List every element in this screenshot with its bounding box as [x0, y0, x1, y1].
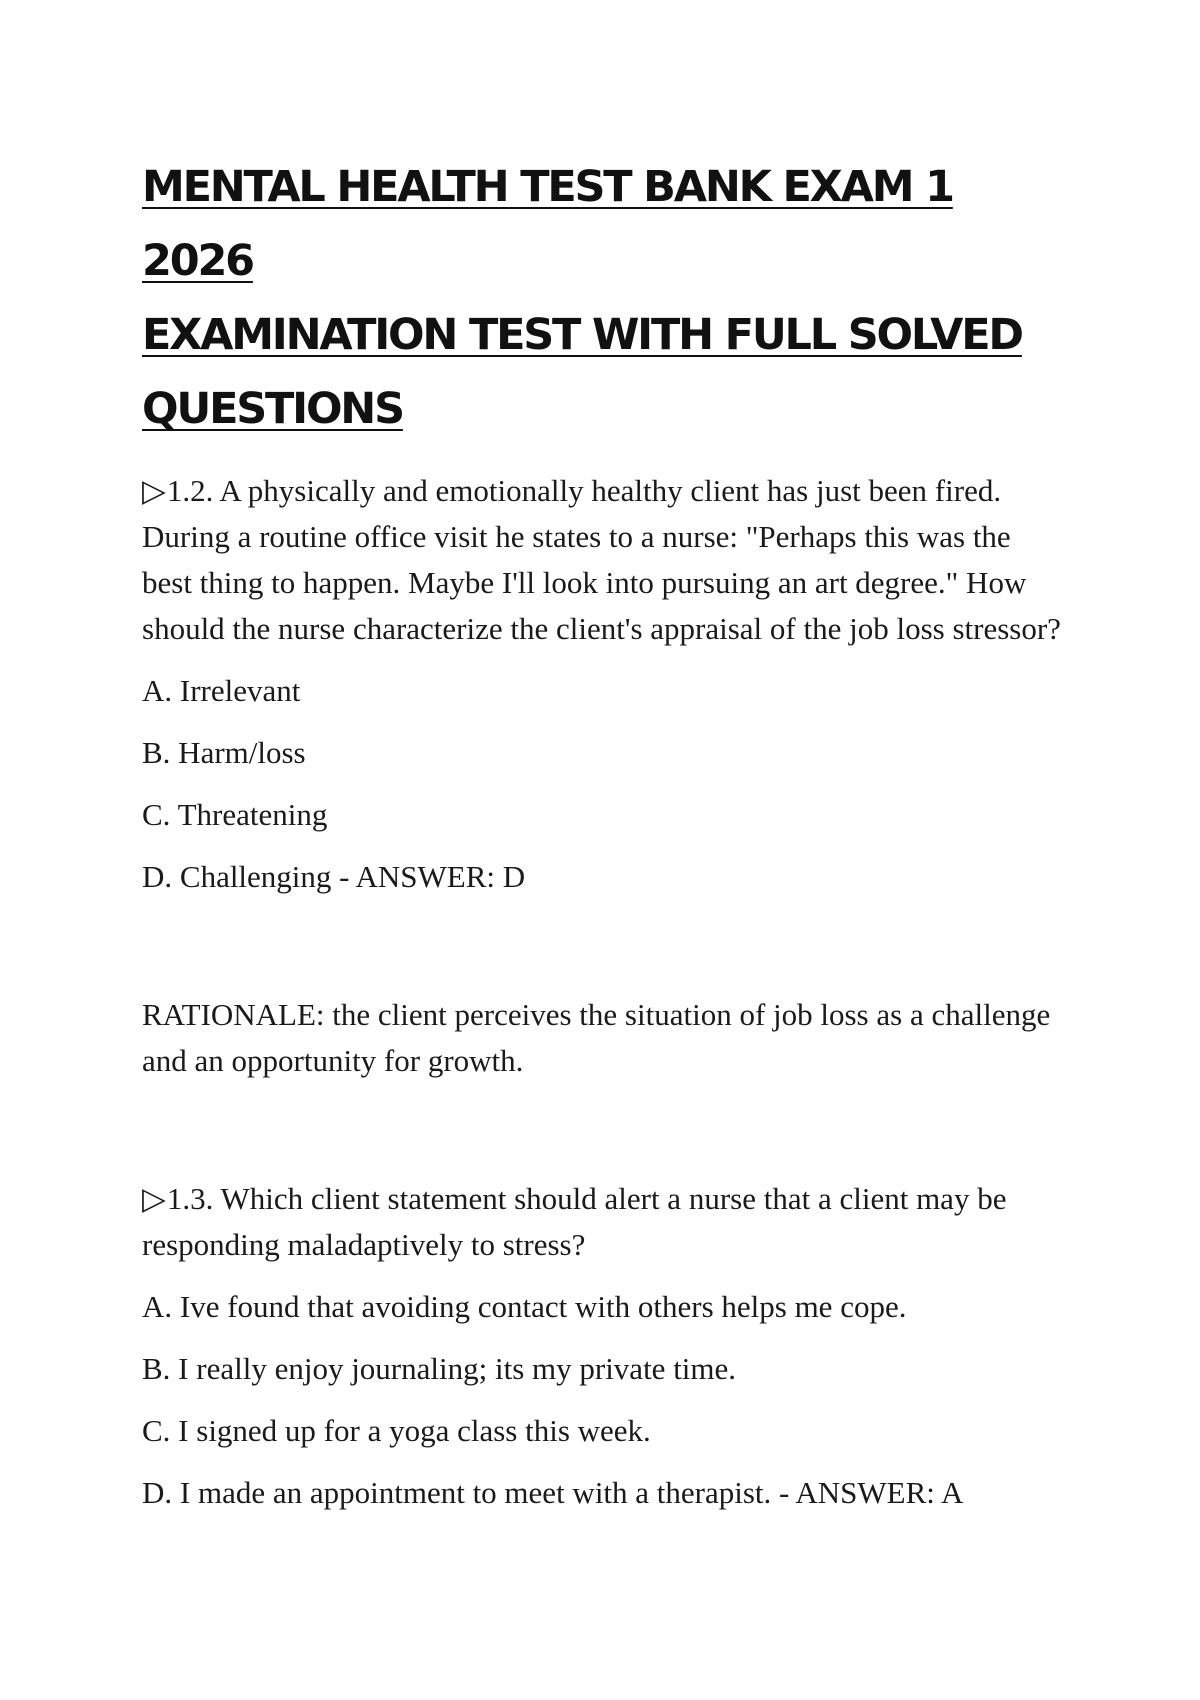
- question-1-3-text: 1.3. Which client statement should alert a nurse that a client may be responding maladaptively to stress?: [142, 1181, 1007, 1262]
- document-page: [142, 150, 1062, 1516]
- option-d-answer: D. I made an appointment to meet with a therapist. - ANSWER: A: [142, 1475, 964, 1510]
- question-1-2: [142, 468, 1062, 1084]
- option-d-answer: D. Challenging - ANSWER: D: [142, 859, 526, 894]
- triangle-bullet-icon: ▷: [142, 1181, 166, 1216]
- options-list: [142, 1284, 1062, 1516]
- options-list: [142, 668, 1062, 900]
- title-line-1: MENTAL HEALTH TEST BANK EXAM 1 2026: [142, 162, 953, 286]
- option-b: B. I really enjoy journaling; its my private time.: [142, 1351, 737, 1386]
- title-line-2: EXAMINATION TEST WITH FULL SOLVED: [142, 310, 1022, 360]
- question-1-2-text: 1.2. A physically and emotionally healthy client has just been fired. During a routine office visit he states to a nurse: "Perhaps this was the best thing to happen. Maybe I'll look into pursuing an art degree." How should the nurse characterize the client's appraisal of the job loss stressor?: [142, 473, 1061, 646]
- option-b: B. Harm/loss: [142, 735, 306, 770]
- option-c: C. I signed up for a yoga class this week.: [142, 1413, 651, 1448]
- option-a: A. Ive found that avoiding contact with others helps me cope.: [142, 1289, 907, 1324]
- question-text: [142, 1176, 1062, 1268]
- triangle-bullet-icon: ▷: [142, 473, 166, 508]
- title-line-3: QUESTIONS: [142, 384, 403, 434]
- document-title: [142, 150, 1062, 446]
- rationale: RATIONALE: the client perceives the situation of job loss as a challenge and an opportunity for growth.: [142, 997, 1051, 1078]
- option-a: A. Irrelevant: [142, 673, 301, 708]
- question-text: [142, 468, 1062, 652]
- question-1-3: [142, 1176, 1062, 1516]
- option-c: C. Threatening: [142, 797, 328, 832]
